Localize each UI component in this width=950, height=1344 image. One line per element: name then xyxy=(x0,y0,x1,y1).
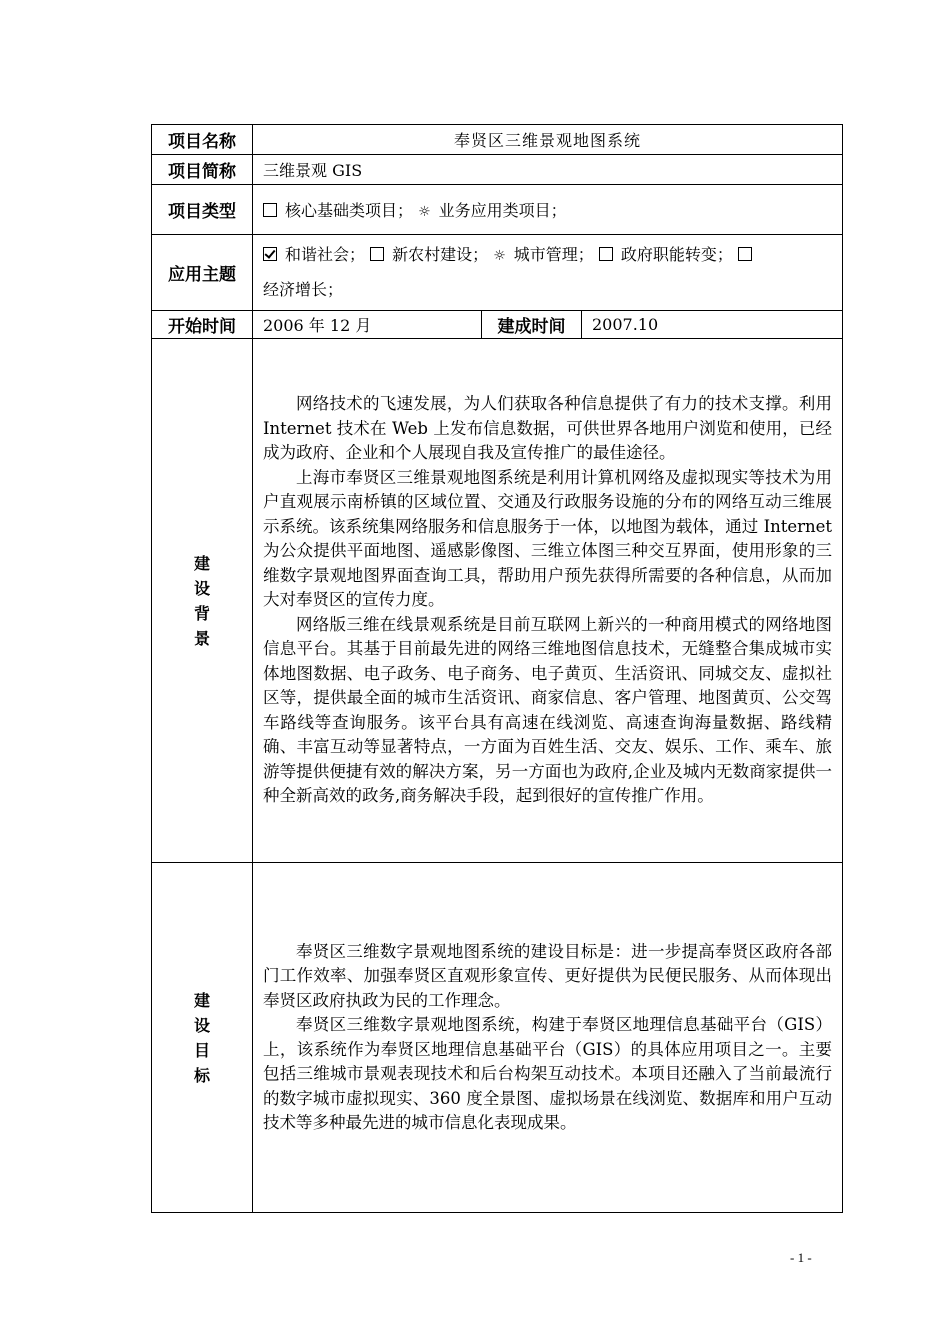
theme-options xyxy=(253,235,843,311)
option-economy: 经济增长； xyxy=(263,280,344,299)
unchecked-box-icon xyxy=(263,203,277,217)
goals-paragraph: 奉贤区三维数字景观地图系统的建设目标是：进一步提高奉贤区政府各部门工作效率、加强奉贤区直观形象宣传、更好提供为民便民服务、从而体现出奉贤区政府执政为民的工作理念。 xyxy=(263,941,833,1010)
background-paragraph: 网络版三维在线景观系统是目前互联网上新兴的一种商用模式的网络地图信息平台。其基于目前最先进的网络三维地图信息技术，无缝整合集成城市实体地图数据、电子政务、电子商务、电子黄页、生活资讯、同城交友、虚拟社区等，提供最全面的城市生活资讯、商家信息、客户管理、地图黄页、公交驾车路线等查询服务。该平台具有高速在线浏览、高速查询海量数据、路线精确、丰富互动等显著特点，一方面为百姓生活、交友、娱乐、工作、乘车、旅游等提供便捷有效的解决方案，另一方面也为政府,企业及城内无数商家提供一种全新高效的政务,商务解决手段，起到很好的宣传推广作用。 xyxy=(263,614,833,806)
option-harmony: 和谐社会； xyxy=(285,245,366,264)
sun-icon: ☼ xyxy=(493,248,506,264)
project-type-options xyxy=(253,185,843,235)
start-time-value: 2006 年 12 月 xyxy=(253,311,482,339)
option-core: 核心基础类项目； xyxy=(285,201,414,220)
project-short-value: 三维景观 GIS xyxy=(253,155,843,185)
end-time-label: 建成时间 xyxy=(482,311,582,339)
unchecked-box-icon xyxy=(738,247,752,261)
sun-icon: ☼ xyxy=(418,204,431,220)
goals-text xyxy=(253,863,843,1213)
project-name-label: 项目名称 xyxy=(152,125,253,155)
page-number: - 1 - xyxy=(790,1250,812,1265)
project-type-label: 项目类型 xyxy=(152,185,253,235)
start-time-label: 开始时间 xyxy=(152,311,253,339)
option-business: 业务应用类项目； xyxy=(438,201,567,220)
goals-paragraph: 奉贤区三维数字景观地图系统，构建于奉贤区地理信息基础平台（GIS）上，该系统作为奉贤区地理信息基础平台（GIS）的具体应用项目之一。主要包括三维城市景观表现技术和后台构架互动技术。本项目还融入了当前最流行的数字城市虚拟现实、360 度全景图、虚拟场景在线浏览、数据库和用户互动技术等多种最先进的城市信息化表现成果。 xyxy=(263,1015,833,1132)
background-label: 建 设 背 景 xyxy=(152,339,253,863)
unchecked-box-icon xyxy=(370,247,384,261)
option-city: 城市管理； xyxy=(513,245,594,264)
background-paragraph: 网络技术的飞速发展，为人们获取各种信息提供了有力的技术支撑。利用 Internet 技术在 Web 上发布信息数据，可供世界各地用户浏览和使用，已经成为政府、企业和个人展现自我及宣传推广的最佳途径。 xyxy=(263,394,833,463)
background-paragraph: 上海市奉贤区三维景观地图系统是利用计算机网络及虚拟现实等技术为用户直观展示南桥镇的区域位置、交通及行政服务设施的分布的网络互动三维展示系统。该系统集网络服务和信息服务于一体，以地图为载体，通过 Internet 为公众提供平面地图、遥感影像图、三维立体图三种交互界面，使用形象的三维数字景观地图界面查询工具，帮助用户预先获得所需要的各种信息，从而加大对奉贤区的宣传力度。 xyxy=(263,467,833,610)
unchecked-box-icon xyxy=(599,247,613,261)
checked-box-icon xyxy=(263,247,277,261)
option-gov: 政府职能转变； xyxy=(620,245,733,264)
project-short-label: 项目简称 xyxy=(152,155,253,185)
project-info-table xyxy=(151,124,843,1213)
goals-label: 建 设 目 标 xyxy=(152,863,253,1213)
project-name-value: 奉贤区三维景观地图系统 xyxy=(253,125,843,155)
background-text xyxy=(253,339,843,863)
option-rural: 新农村建设； xyxy=(392,245,489,264)
theme-label: 应用主题 xyxy=(152,235,253,311)
end-time-value: 2007.10 xyxy=(582,311,843,339)
